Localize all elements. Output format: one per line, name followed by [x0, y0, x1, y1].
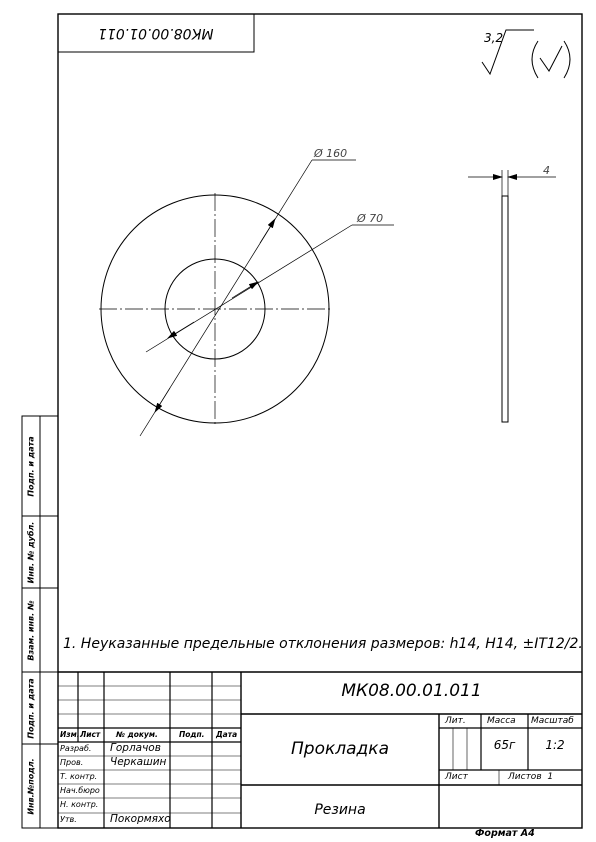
scale-label: Масштаб [531, 716, 574, 726]
sheet-frame [58, 14, 582, 828]
role-prov: Пров. [60, 758, 84, 767]
side-stamp-vzam-inv: Взам. инв. № [26, 599, 36, 661]
role-t-kontr: Т. контр. [60, 772, 98, 781]
side-stamp-inv-podl: Инв.№подл. [26, 757, 36, 815]
mass-label: Масса [487, 716, 516, 726]
sheet-label: Лист [445, 772, 468, 782]
role-razrab: Разраб. [60, 744, 92, 753]
title-material: Резина [314, 802, 366, 818]
header-data: Дата [216, 730, 238, 739]
header-doc-num: № докум. [116, 730, 158, 739]
title-designation: МК08.00.01.011 [341, 681, 482, 701]
sheets-label: Листов 1 [508, 772, 554, 782]
format-label: Формат А4 [475, 828, 535, 839]
dim-outer-diameter [140, 160, 356, 436]
scale-value: 1:2 [545, 738, 565, 752]
role-utv: Утв. [60, 815, 77, 824]
mirrored-code: МК08.00.01.011 [98, 25, 214, 41]
washer-side-view [502, 196, 508, 422]
roughness-value: 3,2 [484, 31, 504, 45]
mirrored-stamp [58, 14, 254, 52]
name-utv: Покормяхо [110, 813, 171, 825]
general-note: 1. Неуказанные предельные отклонения размеров: h14, H14, ±IT12/2. [63, 636, 583, 652]
dim-inner-diameter [146, 225, 394, 352]
inner-diameter-label: Ø 70 [357, 212, 384, 225]
header-podp: Подп. [179, 730, 205, 739]
name-razrab: Горлачов [110, 742, 161, 754]
header-list: Лист [80, 730, 101, 739]
mass-value: 65г [493, 738, 516, 752]
side-stamp-inv-dubl: Инв. № дубл. [26, 521, 36, 583]
side-stamp-podp-data-top: Подп. и дата [26, 435, 36, 497]
role-n-kontr: Н. контр. [60, 800, 99, 809]
header-izm: Изм. [60, 730, 80, 739]
role-nach-buro: Нач.бюро [60, 786, 100, 795]
lit-label: Лит. [445, 716, 466, 726]
center-lines [99, 193, 331, 425]
title-part-name: Прокладка [291, 739, 389, 759]
thickness-label: 4 [543, 164, 550, 177]
side-stamp-podp-data-bottom: Подп. и дата [26, 677, 36, 739]
outer-diameter-label: Ø 160 [314, 147, 348, 160]
name-prov: Черкашин [110, 756, 167, 768]
